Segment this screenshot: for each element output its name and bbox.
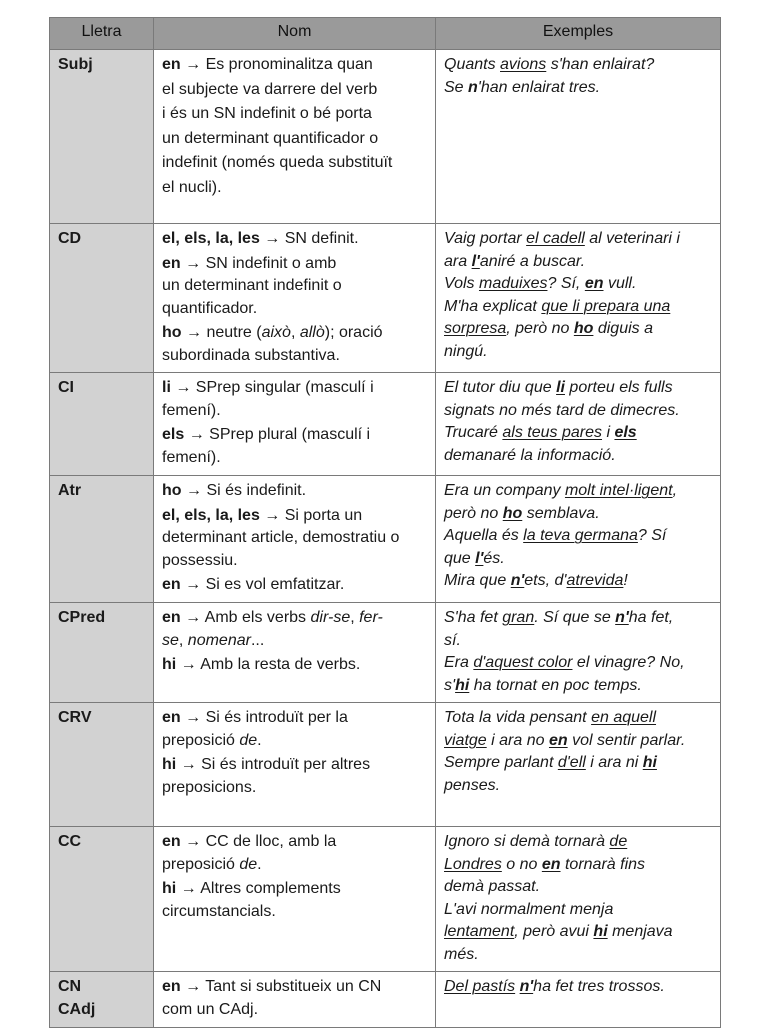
rule-line: possessiu. — [162, 551, 238, 569]
rule-line: femení). — [162, 401, 221, 419]
function-label: CRV — [58, 709, 92, 726]
example-line: s'hi ha tornat en poc temps. — [444, 676, 642, 694]
example-line: El tutor diu que li porteu els fulls — [444, 379, 673, 396]
rule-line: femení). — [162, 448, 221, 466]
cell-exemples — [436, 224, 721, 373]
example-line: però no ho semblava. — [444, 504, 600, 522]
rule-line: ho → Si és indefinit. — [162, 482, 307, 499]
rule-line: hi → Altres complements — [162, 880, 341, 897]
example-line: penses. — [444, 776, 501, 794]
cell-lletra — [50, 603, 154, 703]
cell-exemples — [436, 373, 721, 476]
pronoun-rule — [162, 103, 427, 126]
cell-nom — [154, 972, 436, 1028]
example-line: Londres o no en tornarà fins — [444, 855, 646, 873]
example-line: ningú. — [444, 342, 488, 360]
cell-exemples — [436, 827, 721, 972]
table-row-ci — [50, 373, 721, 476]
function-label: Subj — [58, 56, 93, 73]
example-line: lentament, però avui hi menjava — [444, 923, 673, 940]
example-line: S'ha fet gran. Sí que se n'ha fet, — [444, 609, 674, 626]
example-line: més. — [444, 945, 479, 963]
cell-nom — [154, 603, 436, 703]
example-line: Era d'aquest color el vinagre? No, — [444, 654, 685, 671]
rule-line: el nucli). — [162, 178, 222, 196]
example-line: Del pastís n'ha fet tres trossos. — [444, 978, 665, 995]
rule-line: en → Amb els verbs dir-se, fer- — [162, 609, 383, 626]
cell-exemples — [436, 476, 721, 603]
example-line: Aquella és la teva germana? Sí — [444, 527, 667, 544]
cell-nom — [154, 50, 436, 224]
rule-line: un determinant indefinit o — [162, 277, 342, 294]
table-row-crv — [50, 703, 721, 827]
cell-lletra — [50, 703, 154, 827]
cell-nom — [154, 224, 436, 373]
rule-line: en → Tant si substitueix un CN — [162, 978, 382, 995]
rule-line: determinant article, demostratiu o — [162, 529, 400, 546]
example-line: viatge i ara no en vol sentir parlar. — [444, 731, 686, 749]
pronoun-rule — [162, 152, 427, 175]
rule-line: en → CC de lloc, amb la — [162, 833, 337, 850]
pronoun-rule — [162, 574, 427, 597]
cell-nom — [154, 476, 436, 603]
table-row-subj — [50, 50, 721, 224]
example-line: Sempre parlant d'ell i ara ni hi — [444, 754, 657, 771]
function-label: CI — [58, 379, 74, 396]
rule-line: hi → Si és introduït per altres — [162, 756, 371, 773]
cell-nom — [154, 703, 436, 827]
function-label: CN — [58, 978, 82, 995]
pronoun-rule — [162, 253, 427, 321]
function-label: Atr — [58, 482, 82, 499]
rule-line: el, els, la, les → Si porta un — [162, 506, 363, 524]
table-row-cc — [50, 827, 721, 972]
cell-exemples — [436, 972, 721, 1028]
rule-line: ho → neutre (això, allò); oració — [162, 324, 383, 341]
example-line: Se n'han enlairat tres. — [444, 78, 601, 96]
rule-line: indefinit (només queda substituït — [162, 154, 393, 171]
rule-line: el subjecte va darrere del verb — [162, 80, 378, 98]
example-line: L'avi normalment menja — [444, 900, 614, 918]
rule-line: en → Si es vol emfatitzar. — [162, 576, 345, 593]
pronoun-rule — [162, 480, 427, 503]
example-line: Vaig portar el cadell al veterinari i — [444, 230, 680, 247]
cell-lletra — [50, 476, 154, 603]
rule-line: un determinant quantificador o — [162, 129, 379, 147]
pronoun-rule — [162, 322, 427, 367]
pronoun-rule — [162, 976, 427, 1021]
table-row-cn — [50, 972, 721, 1028]
pronoun-rule — [162, 607, 427, 652]
rule-line: hi → Amb la resta de verbs. — [162, 656, 361, 673]
rule-line: en → Si és introduït per la — [162, 709, 348, 726]
example-line: Quants avions s'han enlairat? — [444, 56, 655, 73]
example-line: sí. — [444, 631, 461, 649]
example-line: M'ha explicat que li prepara una — [444, 297, 671, 315]
cell-nom — [154, 373, 436, 476]
rule-line: el, els, la, les → SN definit. — [162, 230, 359, 247]
example-line: demà passat. — [444, 878, 541, 895]
pronoun-rule — [162, 79, 427, 102]
header-lletra: Lletra — [50, 18, 154, 50]
example-line: Trucaré als teus pares i els — [444, 424, 637, 441]
table-body — [50, 50, 721, 1028]
cell-exemples — [436, 703, 721, 827]
cell-exemples — [436, 603, 721, 703]
pronoun-rule — [162, 128, 427, 151]
function-label: CD — [58, 230, 82, 247]
pronoun-rule — [162, 878, 427, 923]
rule-line: i és un SN indefinit o bé porta — [162, 105, 372, 122]
rule-line: quantificador. — [162, 299, 258, 317]
table-row-cd — [50, 224, 721, 373]
function-label: CPred — [58, 609, 106, 626]
example-line: signats no més tard de dimecres. — [444, 401, 680, 419]
header-nom: Nom — [154, 18, 436, 50]
cell-nom — [154, 827, 436, 972]
example-line: Mira que n'ets, d'atrevida! — [444, 572, 628, 589]
table-row-atr — [50, 476, 721, 603]
example-line: Tota la vida pensant en aquell — [444, 709, 657, 726]
pronoun-rule — [162, 377, 427, 422]
example-line: Ignoro si demà tornarà de — [444, 833, 628, 850]
header-exemples: Exemples — [436, 18, 721, 50]
pronoun-rule — [162, 505, 427, 573]
pronoun-rule — [162, 54, 427, 77]
header-row — [50, 18, 721, 50]
example-line: demanaré la informació. — [444, 446, 616, 464]
rule-line: preposicions. — [162, 778, 257, 796]
cell-lletra — [50, 972, 154, 1028]
rule-line: en → Es pronominalitza quan — [162, 56, 373, 73]
rule-line: li → SPrep singular (masculí i — [162, 379, 374, 396]
pronoun-rule — [162, 228, 427, 251]
cell-lletra — [50, 827, 154, 972]
rule-line: se, nomenar... — [162, 631, 265, 649]
grammar-table — [49, 17, 721, 1028]
function-label: CC — [58, 833, 82, 850]
cell-lletra — [50, 50, 154, 224]
pronoun-rule — [162, 754, 427, 799]
rule-line: circumstancials. — [162, 902, 276, 920]
rule-line: preposició de. — [162, 731, 262, 749]
cell-lletra — [50, 373, 154, 476]
example-line: Era un company molt intel·ligent, — [444, 482, 678, 499]
pronoun-rule — [162, 654, 427, 677]
example-line: sorpresa, però no ho diguis a — [444, 320, 653, 337]
pronoun-rule — [162, 424, 427, 469]
pronoun-rule — [162, 177, 427, 200]
cell-lletra — [50, 224, 154, 373]
pronoun-rule — [162, 831, 427, 876]
rule-line: els → SPrep plural (masculí i — [162, 426, 371, 443]
example-line: ara l'aniré a buscar. — [444, 252, 586, 270]
function-label: CAdj — [58, 1000, 96, 1018]
pronoun-rule — [162, 707, 427, 752]
rule-line: preposició de. — [162, 855, 262, 873]
cell-exemples — [436, 50, 721, 224]
rule-line: com un CAdj. — [162, 1000, 259, 1018]
rule-line: subordinada substantiva. — [162, 346, 340, 364]
rule-line: en → SN indefinit o amb — [162, 254, 337, 272]
table-row-cpred — [50, 603, 721, 703]
example-line: Vols maduixes? Sí, en vull. — [444, 275, 637, 292]
example-line: que l'és. — [444, 549, 505, 567]
